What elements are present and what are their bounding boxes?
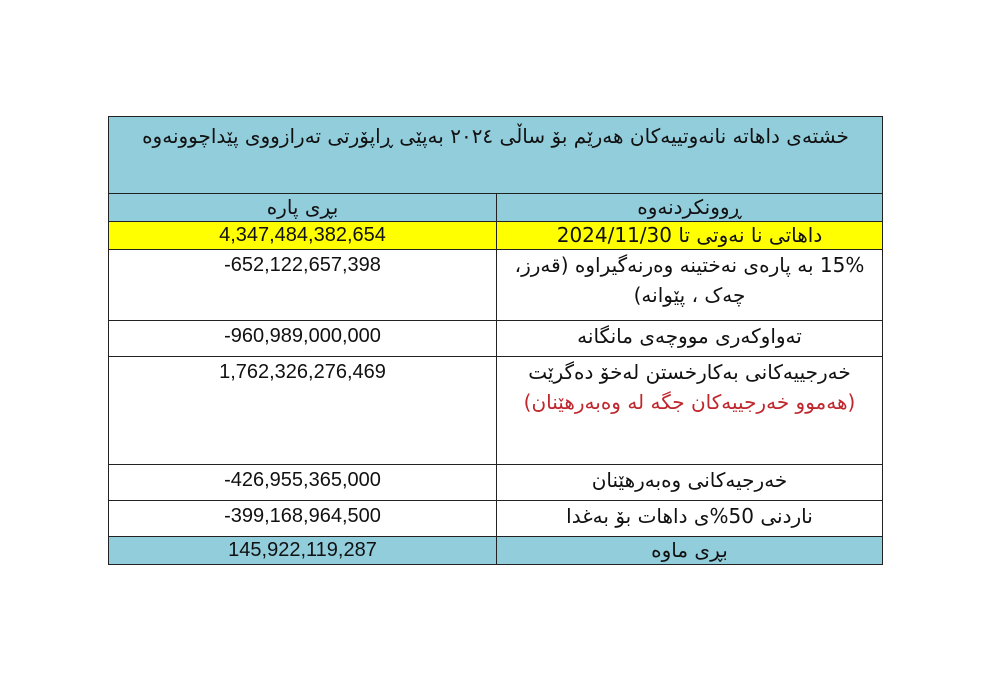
- amount-cell: 1,762,326,276,469: [109, 357, 497, 465]
- description-text: خەرجییەکانی بەکارخستن لەخۆ دەگرێت: [528, 360, 851, 384]
- description-cell: تەواوکەری مووچەی مانگانە: [497, 321, 883, 357]
- description-note: (هەموو خەرجییەکان جگە لە وەبەرهێنان): [523, 390, 856, 414]
- table-title: خشتەی داهاتە نانەوتییەکان هەرێم بۆ ساڵی ٢٠٢٤ بەپێی ڕاپۆرتی تەرازووی پێداچوونەوە: [109, 117, 883, 194]
- amount-cell: -426,955,365,000: [109, 465, 497, 501]
- amount-cell: -399,168,964,500: [109, 501, 497, 537]
- revenue-table: [108, 116, 883, 565]
- table-row: [109, 501, 883, 537]
- table-row: [109, 222, 883, 250]
- table-header-row: [109, 194, 883, 222]
- table-title-row: [109, 117, 883, 194]
- header-description: ڕوونکردنەوە: [497, 194, 883, 222]
- table-total-row: [109, 537, 883, 565]
- table-row: [109, 465, 883, 501]
- total-amount: 145,922,119,287: [109, 537, 497, 565]
- header-amount: بڕی پارە: [109, 194, 497, 222]
- table-row: [109, 250, 883, 321]
- table-row: [109, 357, 883, 465]
- amount-cell: -652,122,657,398: [109, 250, 497, 321]
- total-label: بڕی ماوە: [497, 537, 883, 565]
- amount-cell: -960,989,000,000: [109, 321, 497, 357]
- description-cell: ناردنی 50%ی داهات بۆ بەغدا: [497, 501, 883, 537]
- description-cell: [497, 357, 883, 465]
- description-cell: داهاتی نا نەوتی تا 2024/11/30: [497, 222, 883, 250]
- description-cell: خەرجیەکانی وەبەرهێنان: [497, 465, 883, 501]
- amount-cell: 4,347,484,382,654: [109, 222, 497, 250]
- table-row: [109, 321, 883, 357]
- description-cell: 15% بە پارەی نەختینە وەرنەگیراوە (قەرز، چەک ، پێوانە): [497, 250, 883, 321]
